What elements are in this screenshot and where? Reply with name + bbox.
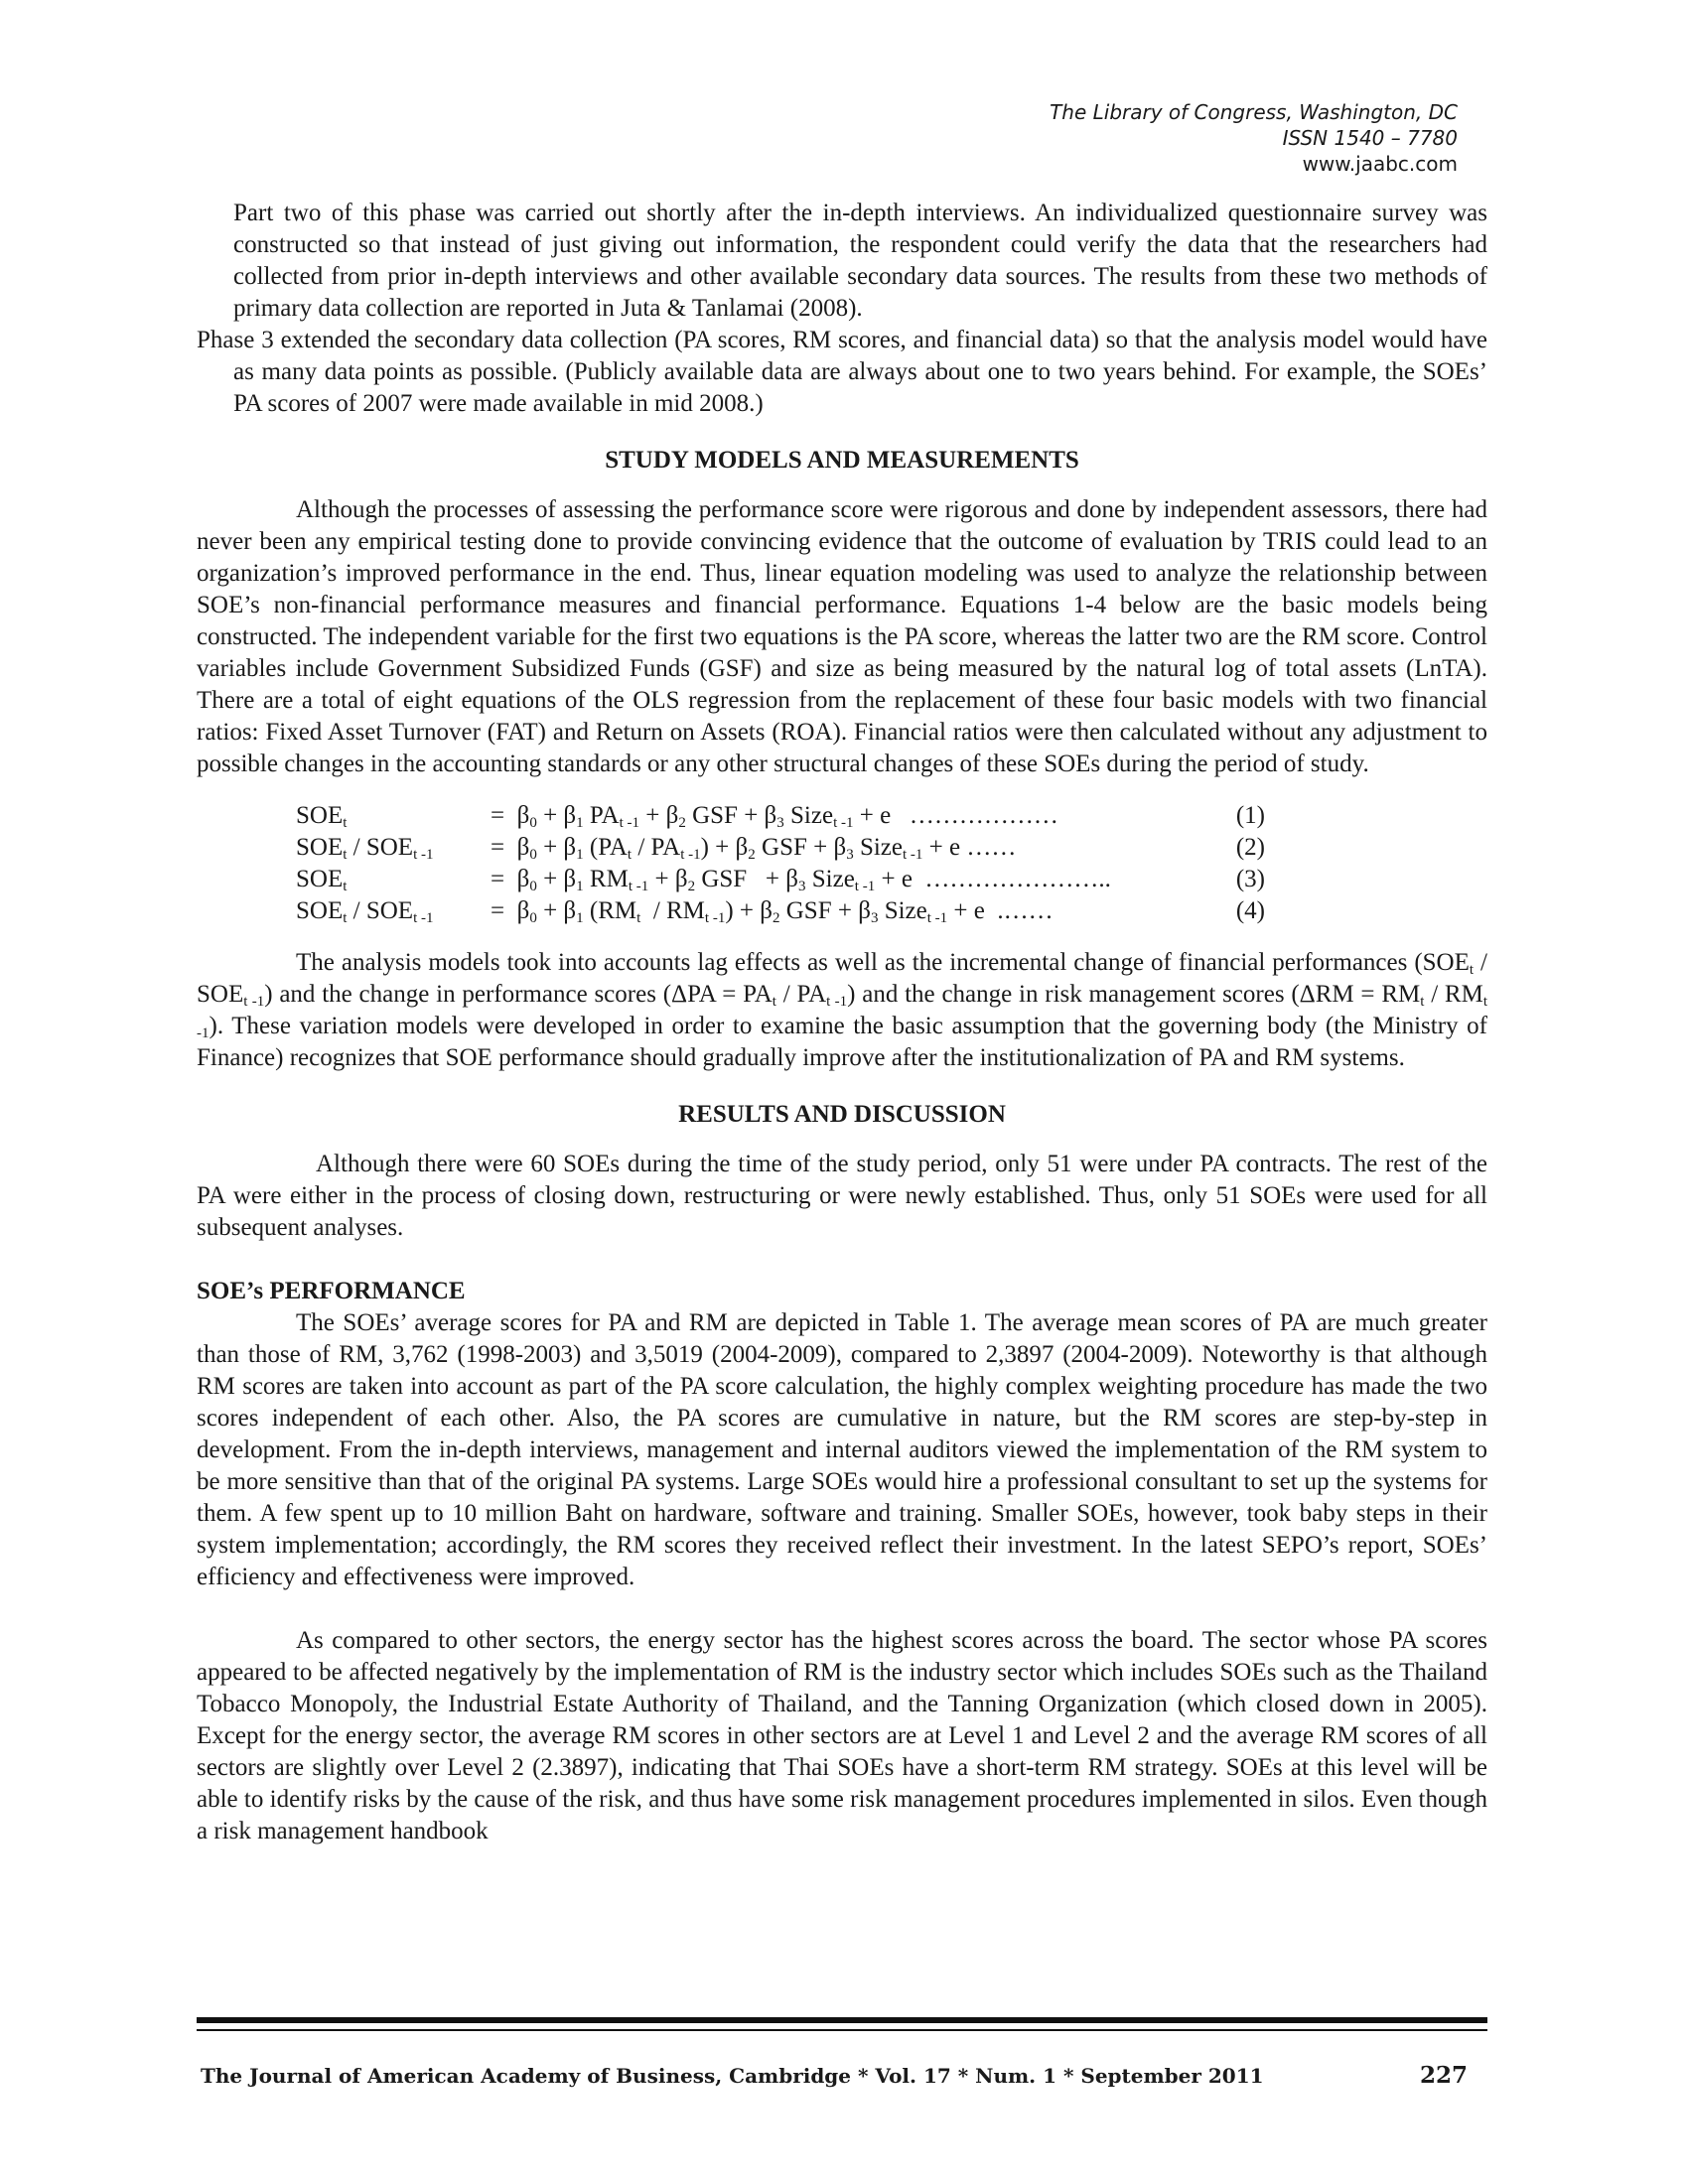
section-heading-study-models: STUDY MODELS AND MEASUREMENTS: [605, 447, 1079, 474]
soe-performance-paragraph: The SOEs’ average scores for PA and RM are depicted in Table 1. The average mean scores of PA are much greater than those of RM, 3,762 (1998-2003) and 3,5019 (2004-2009), compared to 2,3897 (2004-2009). Noteworthy is that although RM scores are taken into account as part of the PA score calculation, the highly complex weighting procedure has made the two scores independent of each other. Also, the PA scores are cumulative in nature, but the RM scores are step-by-step in development. From the in-depth interviews, management and internal auditors viewed the implementation of the RM system to be more sensitive than that of the original PA systems. Large SOEs would hire a professional consultant to set up the systems for them. A few spent up to 10 million Baht on hardware, software and training. Smaller SOEs, however, took baby steps in their system implementation; accordingly, the RM scores they received reflect their investment. In the latest SEPO’s report, SOEs’ efficiency and effectiveness were improved.: [197, 1309, 1487, 1590]
study-models-paragraph: Although the processes of assessing the performance score were rigorous and done by independent assessors, there had never been any empirical testing done to provide convincing evidence that the outcome of evaluation by TRIS could lead to an organization’s improved performance in the end. Thus, linear equation modeling was used to analyze the relationship between SOE’s non-financial performance measures and financial performance. Equations 1-4 below are the basic models being constructed. The independent variable for the first two equations is the PA score, whereas the latter two are the RM score. Control variables include Government Subsidized Funds (GSF) and size as being measured by the natural log of total assets (LnTA). There are a total of eight equations of the OLS regression from the replacement of these four basic models with two financial ratios: Fixed Asset Turnover (FAT) and Return on Assets (ROA). Financial ratios were then calculated without any adjustment to possible changes in the accounting standards or any other structural changes of these SOEs during the period of study.: [197, 496, 1487, 777]
page-number: 227: [1419, 2062, 1468, 2089]
header-issn: ISSN 1540 – 7780: [1282, 126, 1458, 150]
running-header: [961, 99, 1458, 177]
subheading-soe-performance: SOE’s PERFORMANCE: [197, 1278, 466, 1304]
equation-lhs: $SOE_t / SOE_{t -1}$: [296, 834, 434, 863]
equation-row: [296, 800, 1265, 832]
equation-rhs: = $\beta_0 + \beta_1$ $RM_{t -1} + \beta_2$ GSF + $\beta_3$ Size$_{t -1}$ + e …………………..: [491, 866, 1111, 894]
footer-journal: The Journal of American Academy of Business, Cambridge * Vol. 17 * Num. 1 * September 2011: [201, 2064, 1264, 2088]
results-paragraph: Although there were 60 SOEs during the time of the study period, only 51 were under PA contracts. The rest of the PA were either in the process of closing down, restructuring or were newly established. Thus, only 51 SOEs were used for all subsequent analyses.: [197, 1151, 1487, 1241]
part-two-paragraph: Part two of this phase was carried out shortly after the in-depth interviews. An individualized questionnaire survey was constructed so that instead of just giving out information, the respondent could verify the data that the researchers had collected from prior in-depth interviews and other available secondary data sources. The results from these two methods of primary data collection are reported in Juta & Tanlamai (2008).: [233, 200, 1487, 322]
footer-rule-thick: [197, 2017, 1487, 2023]
energy-sector-paragraph: As compared to other sectors, the energy sector has the highest scores across the board. The sector whose PA scores appeared to be affected negatively by the implementation of RM is the industry sector which includes SOEs such as the Thailand Tobacco Monopoly, the Industrial Estate Authority of Thailand, and the Tanning Organization (which closed down in 2005). Except for the energy sector, the average RM scores in other sectors are at Level 1 and Level 2 and the average RM scores of all sectors are slightly over Level 2 (2.3897), indicating that Thai SOEs have a short-term RM strategy. SOEs at this level will be able to identify risks by the cause of the risk, and thus have some risk management procedures implemented in silos. Even though a risk management handbook: [197, 1627, 1487, 1844]
analysis-text-a: The analysis models took into accounts lag effects as well as the incremental change of financial performances (SOE: [296, 949, 1470, 976]
equation-row: [296, 895, 1265, 927]
equation-rhs: = $\beta_0 + \beta_1$ $(PA_t / PA_{t -1}) + \beta_2$ GSF + $\beta_3$ Size$_{t -1}$ + e ……: [491, 834, 1017, 863]
analysis-text-b: ) and the change in performance scores (ΔPA = PA: [264, 981, 773, 1008]
equation-row: [296, 832, 1265, 864]
paragraph-gap: [197, 1593, 1487, 1625]
article-body: [197, 198, 1487, 1847]
equation-number: (1): [1235, 802, 1265, 829]
equation-rhs: = $\beta_0 + \beta_1$ $(RM_t / RM_{t -1}) + \beta_2$ GSF + $\beta_3$ Size$_{t -1}$ + e .……: [491, 897, 1054, 926]
equation-lhs: $SOE_t$: [296, 866, 348, 894]
analysis-text-d: ). These variation models were developed in order to examine the basic assumption that the governing body (the Ministry of Finance) recognizes that SOE performance should gradually improve after the institutionalization of PA and RM systems.: [197, 1013, 1487, 1071]
equation-number: (2): [1235, 834, 1265, 861]
header-website: www.jaabc.com: [1302, 152, 1458, 176]
analysis-text-c: ) and the change in risk management scores (ΔRM = RM: [847, 981, 1421, 1008]
equation-rhs: = $\beta_0 + \beta_1$ $PA_{t -1} + \beta_2$ GSF + $\beta_3$ Size$_{t -1}$ + e ………………: [491, 802, 1058, 831]
analysis-models-paragraph: The analysis models took into accounts lag effects as well as the incremental change of financial performances $(SOE_t / SOE_{t -1})$ and the change in performance scores $(\Delta PA = PA_t / PA_{t -1})$ and the change in risk management scores $(\Delta RM = RM_t / RM_{t -1})$. These variation models were developed in order to examine the basic assumption that the governing body (the Ministry of Finance) recognizes that SOE performance should gradually improve after the institutionalization of PA and RM systems.: [197, 949, 1488, 1071]
equations-table: [296, 800, 1265, 927]
phase-3-paragraph: Phase 3 extended the secondary data collection (PA scores, RM scores, and financial data) so that the analysis model would have as many data points as possible. (Publicly available data are always about one to two years behind. For example, the SOEs’ PA scores of 2007 were made available in mid 2008.): [197, 327, 1487, 417]
equation-number: (4): [1235, 897, 1265, 924]
header-library: The Library of Congress, Washington, DC: [1050, 100, 1458, 124]
equation-number: (3): [1235, 866, 1265, 892]
footer-rule-thin: [197, 2029, 1487, 2031]
equation-lhs: $SOE_t / SOE_{t -1}$: [296, 897, 434, 926]
equation-lhs: $SOE_t$: [296, 802, 348, 831]
equation-row: [296, 864, 1265, 895]
section-heading-results: RESULTS AND DISCUSSION: [678, 1101, 1006, 1128]
